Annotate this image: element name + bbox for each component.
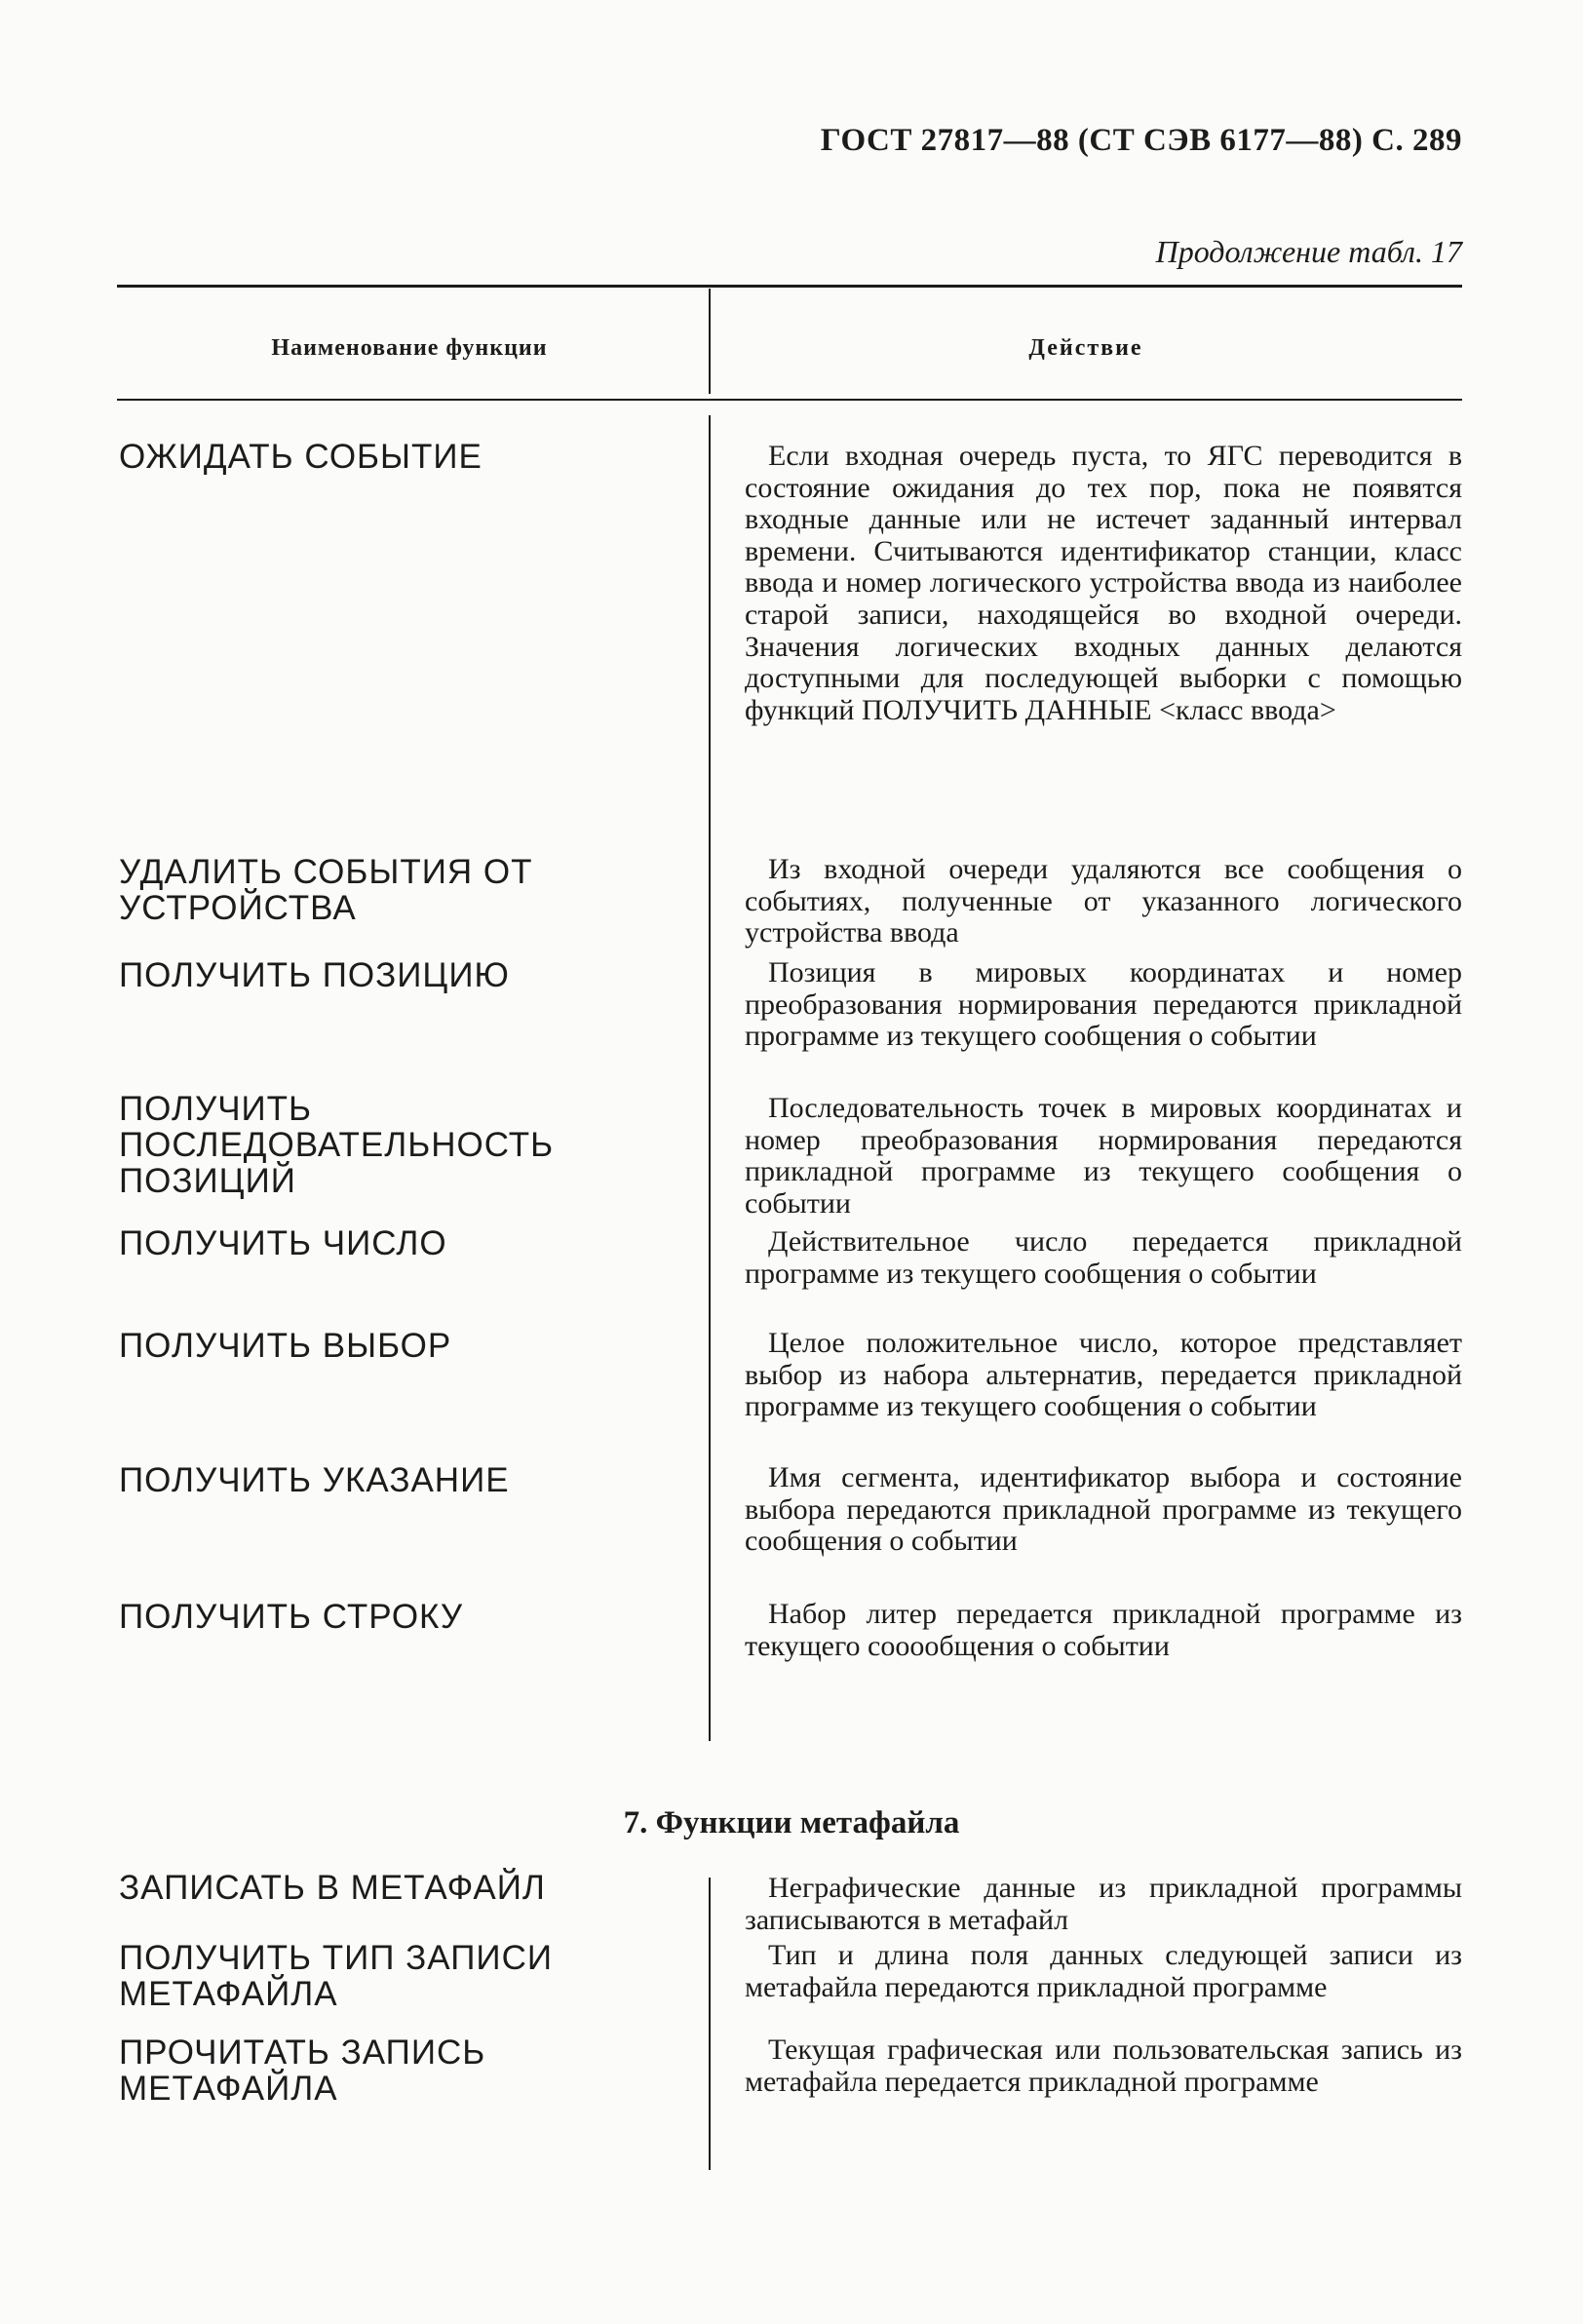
function-name: ПОЛУЧИТЬ ПОЗИЦИЮ [119,956,510,994]
function-name: ПОЛУЧИТЬ СТРОКУ [119,1598,464,1636]
function-action: Неграфические данные из прикладной программы записываются в метафайл [745,1872,1462,1936]
column-header-action: Действие [1028,335,1143,361]
function-action: Имя сегмента, идентификатор выбора и состояние выбора передаются прикладной программе из текущего сообщения о событии [745,1461,1462,1558]
function-name: ПОЛУЧИТЬ ПОСЛЕДОВАТЕЛЬНОСТЬ ПОЗИЦИЙ [119,1090,555,1200]
function-action: Тип и длина поля данных следующей записи из метафайла передаются прикладной программе [745,1939,1462,2003]
function-name: УДАЛИТЬ СОБЫТИЯ ОТ УСТРОЙСТВА [119,853,533,927]
function-action: Последовательность точек в мировых координатах и номер преобразования нормирования передаются прикладной программе из текущего сообщения о событии [745,1092,1462,1220]
page-header: ГОСТ 27817—88 (СТ СЭВ 6177—88) С. 289 [820,123,1462,158]
column-divider-body [709,415,711,1741]
column-divider-section [709,1878,711,2170]
function-name: ПОЛУЧИТЬ ЧИСЛО [119,1224,447,1262]
function-action: Набор литер передается прикладной программе из текущего сооообщения о событии [745,1598,1462,1662]
table-continuation-label: Продолжение табл. 17 [1155,234,1462,269]
function-action: Если входная очередь пуста, то ЯГС переводится в состояние ожидания до тех пор, пока не появятся входные данные или не истечет заданный интервал времени. Считываются идентификатор станции, класс ввода и номер логического устройства ввода из наиболее старой записи, находящейся во входной очереди. Значения логических входных данных делаются доступными для последующей выборки с помощью функций ПОЛУЧИТЬ ДАННЫЕ <класс ввода> [745,440,1462,726]
function-action: Целое положительное число, которое представляет выбор из набора альтернатив, передается прикладной программе из текущего сообщения о событии [745,1327,1462,1423]
table-top-rule [117,285,1462,288]
function-name: ОЖИДАТЬ СОБЫТИЕ [119,438,483,476]
column-header-function-name: Наименование функции [271,335,548,361]
function-name: ПОЛУЧИТЬ ВЫБОР [119,1327,452,1365]
table-header-rule [117,399,1462,401]
function-action: Текущая графическая или пользовательская запись из метафайла передается прикладной программе [745,2034,1462,2098]
function-name: ЗАПИСАТЬ В МЕТАФАЙЛ [119,1869,546,1907]
section-title: 7. Функции метафайла [623,1805,960,1840]
function-action: Из входной очереди удаляются все сообщения о событиях, полученные от указанного логического устройства ввода [745,853,1462,949]
function-action: Позиция в мировых координатах и номер преобразования нормирования передаются прикладной программе из текущего сообщения о событии [745,956,1462,1053]
function-name: ПОЛУЧИТЬ ТИП ЗАПИСИ МЕТАФАЙЛА [119,1939,553,2013]
function-action: Действительное число передается прикладной программе из текущего сообщения о событии [745,1225,1462,1290]
function-name: ПОЛУЧИТЬ УКАЗАНИЕ [119,1461,510,1499]
function-name: ПРОЧИТАТЬ ЗАПИСЬ МЕТАФАЙЛА [119,2034,486,2108]
